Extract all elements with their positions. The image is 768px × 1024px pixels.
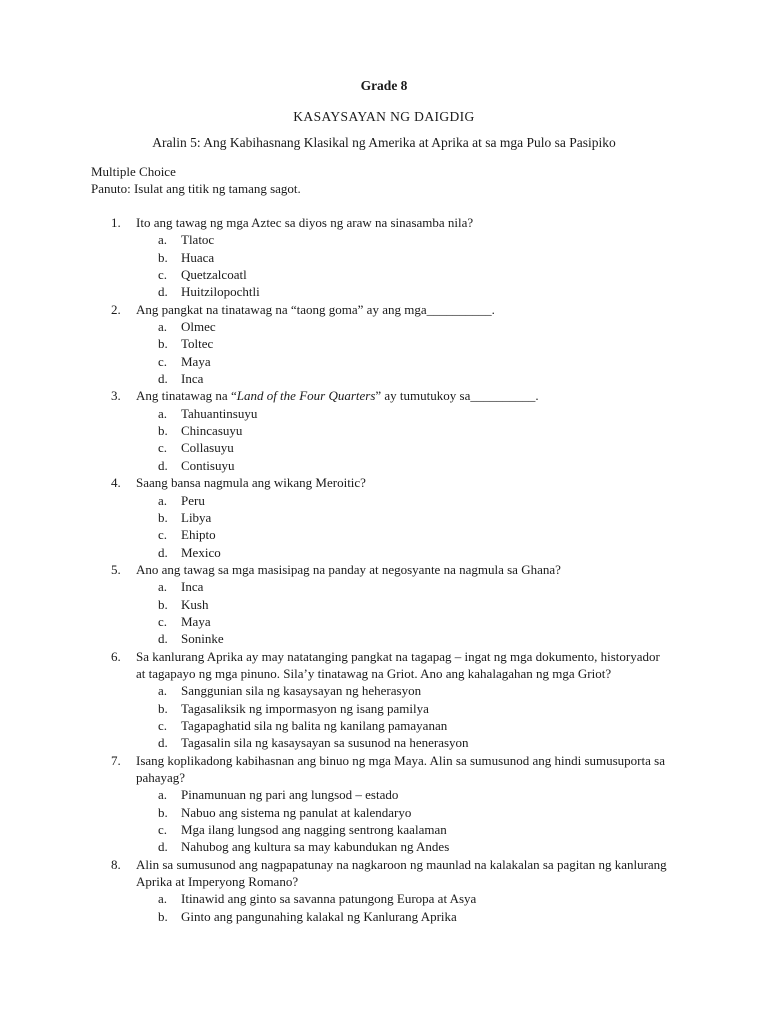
choice-letter: c. [158,440,168,456]
question-text: Ang pangkat na tinatawag na “taong goma” ay ang mga__________. [136,301,495,317]
choice-letter: c. [158,527,168,543]
choice-text: Nahubog ang kultura sa may kabundukan ng Andes [181,839,450,855]
question-text: Saang bansa nagmula ang wikang Meroitic? [136,475,366,491]
question-number: 4. [111,475,121,491]
choice-item [136,266,671,283]
choice-text: Mexico [181,544,221,560]
choice-letter: a. [158,492,168,508]
choice-letter: a. [158,232,168,248]
choice-list [136,492,671,561]
question-number: 3. [111,388,121,404]
choice-text: Ehipto [181,527,216,543]
choice-item [136,457,671,474]
choice-text: Tlatoc [181,232,215,248]
choice-text: Contisuyu [181,457,235,473]
choice-letter: a. [158,787,168,803]
question-7 [111,752,671,856]
choice-text: Tagapaghatid sila ng balita ng kanilang pamayanan [181,717,448,733]
choice-list [136,578,671,647]
choice-item [136,405,671,422]
choice-text: Huaca [181,249,215,265]
question-text-italic: Land of the Four Quarters [236,388,376,404]
choice-item [136,439,671,456]
choice-letter: a. [158,683,168,699]
choice-letter: c. [158,717,168,733]
choice-text: Inca [181,579,204,595]
choice-item [136,249,671,266]
choice-item [136,700,671,717]
choice-letter: d. [158,735,168,751]
question-text: Sa kanlurang Aprika ay may natatanging pangkat na tagapag – ingat ng mga dokumento, historyador at tagapayo ng mga pinuno. Sila’y tinatawag na Griot. Ano ang kahalagahan ng mga Griot? [136,648,660,681]
choice-item [136,838,671,855]
choice-item [136,509,671,526]
choice-text: Kush [181,596,209,612]
choice-item [136,630,671,647]
choice-letter: d. [158,631,168,647]
choice-letter: d. [158,371,168,387]
choice-item [136,422,671,439]
choice-letter: d. [158,284,168,300]
grade-heading: Grade 8 [360,78,408,93]
choice-text: Peru [181,492,205,508]
choice-text: Olmec [181,319,216,335]
choice-item [136,370,671,387]
choice-letter: d. [158,544,168,560]
choice-item [136,283,671,300]
question-number: 5. [111,561,121,577]
question-number: 6. [111,648,121,664]
choice-list [136,405,671,474]
choice-text: Nabuo ang sistema ng panulat at kalendaryo [181,804,412,820]
question-list [111,214,671,925]
choice-letter: a. [158,891,168,907]
choice-text: Pinamunuan ng pari ang lungsod – estado [181,787,399,803]
choice-text: Collasuyu [181,440,234,456]
choice-text: Tagasaliksik ng impormasyon ng isang pamilya [181,700,429,716]
choice-letter: a. [158,319,168,335]
choice-letter: b. [158,908,168,924]
question-6 [111,648,671,752]
choice-item [136,526,671,543]
question-2 [111,301,671,388]
instructions: Panuto: Isulat ang titik ng tamang sagot. [91,181,301,196]
choice-item [136,682,671,699]
choice-list [136,890,671,925]
choice-letter: a. [158,579,168,595]
choice-letter: b. [158,509,168,525]
choice-letter: b. [158,336,168,352]
choice-letter: b. [158,596,168,612]
choice-item [136,786,671,803]
choice-item [136,821,671,838]
choice-item [136,353,671,370]
choice-item [136,613,671,630]
question-text: Isang koplikadong kabihasnan ang binuo ng mga Maya. Alin sa sumusunod ang hindi sumusuporta sa pahayag? [136,752,665,785]
choice-item [136,890,671,907]
choice-letter: b. [158,249,168,265]
question-5 [111,561,671,648]
choice-list [136,231,671,300]
choice-item [136,804,671,821]
choice-item [136,231,671,248]
choice-text: Maya [181,353,211,369]
choice-text: Huitzilopochtli [181,284,260,300]
choice-letter: d. [158,839,168,855]
choice-text: Itinawid ang ginto sa savanna patungong Europa at Asya [181,891,477,907]
question-text: Alin sa sumusunod ang nagpapatunay na nagkaroon ng maunlad na kalakalan sa pagitan ng kanlurang Aprika at Imperyong Romano? [136,856,667,890]
choice-text: Libya [181,509,212,525]
choice-letter: b. [158,700,168,716]
question-text: Ito ang tawag ng mga Aztec sa diyos ng araw na sinasamba nila? [136,215,474,230]
choice-letter: a. [158,405,168,421]
choice-letter: b. [158,804,168,820]
question-number: 7. [111,752,121,768]
choice-item [136,335,671,352]
choice-list [136,318,671,387]
choice-letter: c. [158,267,168,283]
question-3 [111,387,671,474]
choice-text: Chincasuyu [181,423,243,439]
choice-text: Quetzalcoatl [181,267,247,283]
lesson-title: Aralin 5: Ang Kabihasnang Klasikal ng Amerika at Aprika at sa mga Pulo sa Pasipiko [152,135,616,150]
choice-item [136,492,671,509]
choice-text: Tahuantinsuyu [181,405,258,421]
choice-text: Maya [181,613,211,629]
choice-text: Mga ilang lungsod ang nagging sentrong kaalaman [181,822,447,838]
choice-list [136,786,671,855]
choice-item [136,318,671,335]
choice-item [136,717,671,734]
question-text [136,387,671,404]
section-title: Multiple Choice [91,164,176,179]
choice-letter: c. [158,822,168,838]
choice-item [136,908,671,925]
choice-item [136,596,671,613]
choice-text: Inca [181,371,204,387]
subject-heading: KASAYSAYAN NG DAIGDIG [293,109,475,124]
choice-text: Ginto ang pangunahing kalakal ng Kanlurang Aprika [181,908,457,924]
question-number: 1. [111,215,121,230]
question-1 [111,214,671,301]
choice-text: Soninke [181,631,224,647]
question-number: 2. [111,301,121,317]
choice-item [136,544,671,561]
question-text-after: ” ay tumutukoy sa__________. [375,388,539,404]
question-text: Ano ang tawag sa mga masisipag na panday at negosyante na nagmula sa Ghana? [136,561,561,577]
choice-list [136,682,671,751]
question-text-before: Ang tinatawag na “ [136,388,237,404]
choice-item [136,734,671,751]
question-4 [111,474,671,561]
choice-letter: b. [158,423,168,439]
choice-text: Sanggunian sila ng kasaysayan ng heherasyon [181,683,422,699]
question-number: 8. [111,856,121,872]
choice-text: Tagasalin sila ng kasaysayan sa susunod na henerasyon [181,735,469,751]
choice-text: Toltec [181,336,214,352]
choice-letter: c. [158,613,168,629]
choice-letter: c. [158,353,168,369]
choice-letter: d. [158,457,168,473]
choice-item [136,578,671,595]
question-8 [111,856,671,925]
